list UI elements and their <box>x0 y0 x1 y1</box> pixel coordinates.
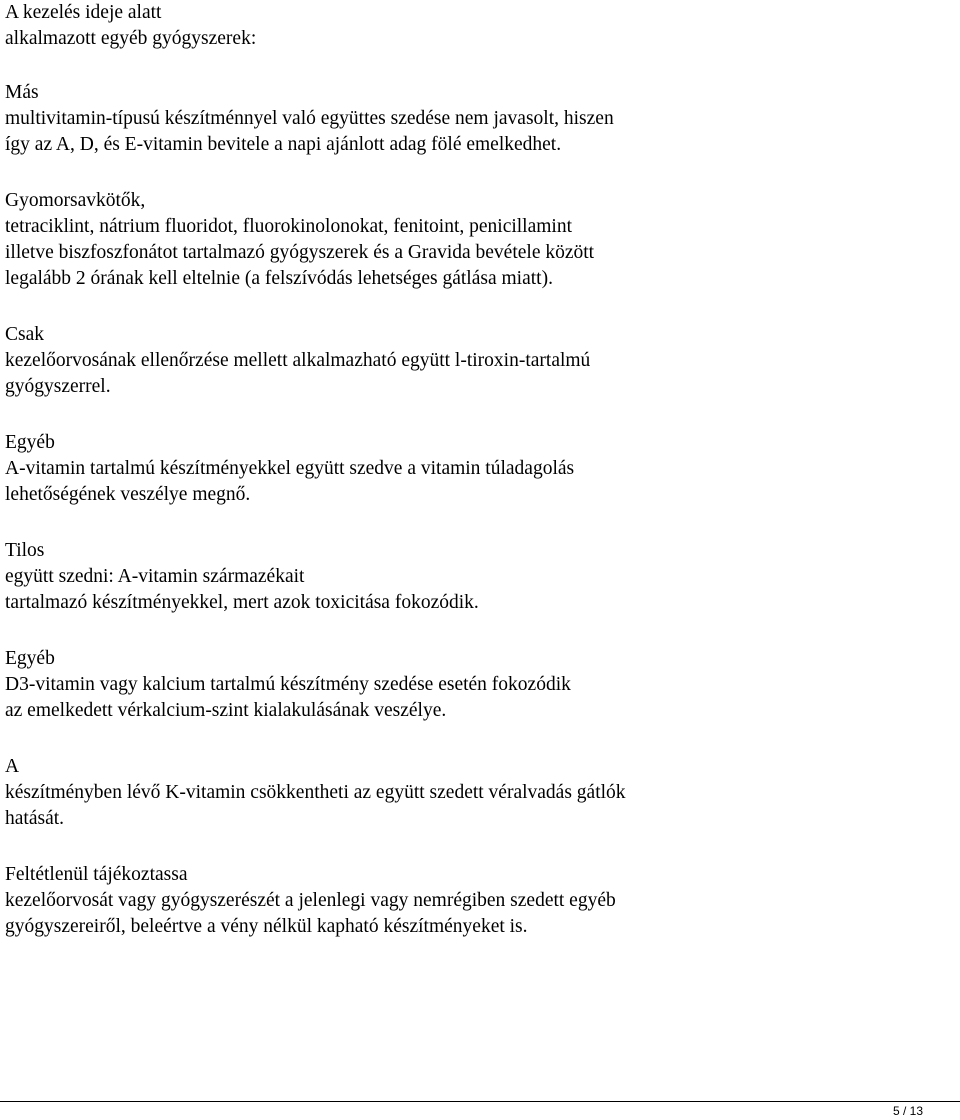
section-vitamin-k <box>5 754 955 832</box>
paragraph-line: D3-vitamin vagy kalcium tartalmú készítmény szedése esetén fokozódik <box>5 674 571 695</box>
paragraph-line: tartalmazó készítményekkel, mert azok toxicitása fokozódik. <box>5 592 479 613</box>
paragraph-line: legalább 2 órának kell eltelnie (a felszívódás lehetséges gátlása miatt). <box>5 268 553 289</box>
paragraph-line: Csak <box>5 324 44 345</box>
section-intro <box>5 0 955 52</box>
paragraph-line: együtt szedni: A-vitamin származékait <box>5 566 305 587</box>
page-number: 5 / 13 <box>892 1104 923 1118</box>
paragraph-line: A <box>5 756 20 777</box>
section-inform-doctor <box>5 862 955 940</box>
paragraph-line: Egyéb <box>5 432 55 453</box>
paragraph-line: Egyéb <box>5 648 55 669</box>
paragraph-line: lehetőségének veszélye megnő. <box>5 484 251 505</box>
section-antacids <box>5 188 955 292</box>
section-thyroxine <box>5 322 955 400</box>
footer-divider <box>0 1101 960 1102</box>
paragraph-line: multivitamin-típusú készítménnyel való együttes szedése nem javasolt, hiszen <box>5 108 614 129</box>
paragraph-line: Tilos <box>5 540 45 561</box>
section-vitamin-d3 <box>5 646 955 724</box>
paragraph-line: tetraciklint, nátrium fluoridot, fluorokinolonokat, fenitoint, penicillamint <box>5 216 573 237</box>
section-heading: alkalmazott egyéb gyógyszerek: <box>5 28 257 49</box>
section-heading: A kezelés ideje alatt <box>5 2 162 23</box>
paragraph-line: így az A, D, és E-vitamin bevitele a napi ajánlott adag fölé emelkedhet. <box>5 134 562 155</box>
paragraph-line: készítményben lévő K-vitamin csökkentheti az együtt szedett véralvadás gátlók <box>5 782 626 803</box>
section-multivitamin <box>5 80 955 158</box>
paragraph-line: hatását. <box>5 808 65 829</box>
paragraph-line: Más <box>5 82 39 103</box>
paragraph-line: kezelőorvosát vagy gyógyszerészét a jelenlegi vagy nemrégiben szedett egyéb <box>5 890 616 911</box>
section-vitamin-a <box>5 430 955 508</box>
paragraph-line: Feltétlenül tájékoztassa <box>5 864 188 885</box>
section-forbidden <box>5 538 955 616</box>
paragraph-line: Gyomorsavkötők, <box>5 190 146 211</box>
paragraph-line: gyógyszereiről, beleértve a vény nélkül kapható készítményeket is. <box>5 916 528 937</box>
paragraph-line: A-vitamin tartalmú készítményekkel együtt szedve a vitamin túladagolás <box>5 458 575 479</box>
paragraph-line: az emelkedett vérkalcium-szint kialakulásának veszélye. <box>5 700 447 721</box>
paragraph-line: illetve biszfoszfonátot tartalmazó gyógyszerek és a Gravida bevétele között <box>5 242 595 263</box>
document-page <box>5 0 955 940</box>
paragraph-line: gyógyszerrel. <box>5 376 111 397</box>
paragraph-line: kezelőorvosának ellenőrzése mellett alkalmazható együtt l-tiroxin-tartalmú <box>5 350 591 371</box>
